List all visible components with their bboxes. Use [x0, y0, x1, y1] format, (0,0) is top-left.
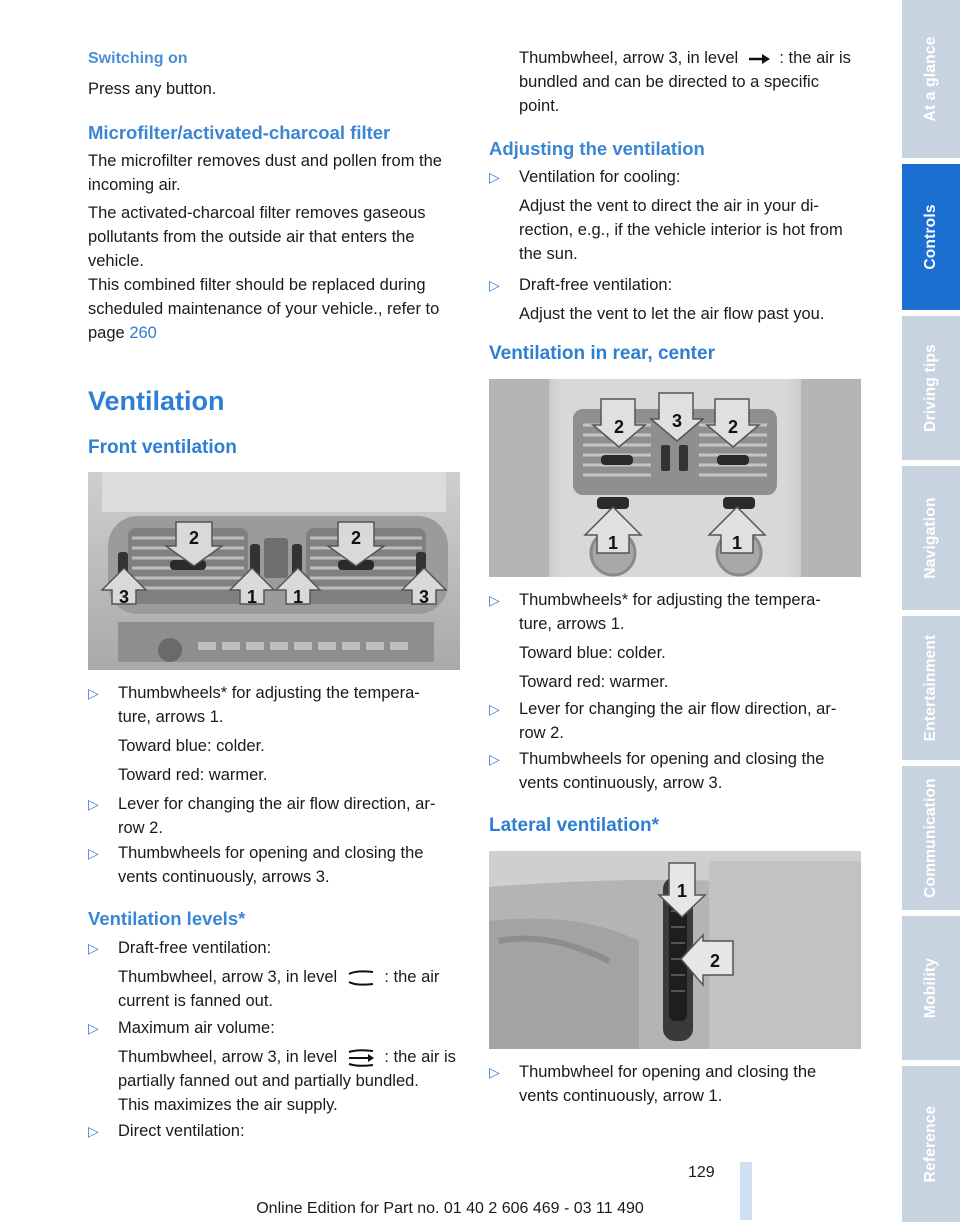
rear-bullet-0-line-0: Thumbwheels* for adjusting the tempera-: [519, 591, 821, 609]
ventilation-levels-heading: Ventilation levels*: [88, 908, 246, 929]
front-bullet-2-line-0: Thumbwheels for opening and closing the: [118, 844, 424, 862]
bullet-icon: ▷: [88, 1020, 99, 1036]
microfilter-heading: Microfilter/activated-charcoal filter: [88, 122, 391, 143]
microfilter-paragraph-3-text: This combined filter should be replaced during scheduled maintenance of your vehicle., refer to page: [88, 276, 440, 342]
level-bullet-1: [88, 1016, 460, 1116]
bullet-icon: ▷: [88, 685, 99, 701]
chapter-tabs: [902, 0, 960, 1222]
rear-bullet-1-line-0: Lever for changing the air flow direction, ar-: [519, 700, 837, 718]
bullet-icon: ▷: [489, 701, 500, 717]
front-label-3: 1: [246, 587, 258, 607]
page-number: 129: [688, 1164, 715, 1181]
microfilter-paragraph-1: The microfilter removes dust and pollen from the incoming air.: [88, 152, 442, 194]
tab-entertainment[interactable]: Entertainment: [902, 616, 960, 760]
level-0-cont-0: current is fanned out.: [118, 992, 274, 1010]
tab-communication[interactable]: Communication: [902, 766, 960, 910]
bullet-icon: ▷: [88, 796, 99, 812]
tab-reference[interactable]: Reference: [902, 1066, 960, 1222]
rear-bullet-0-sub-0: Toward blue: colder.: [519, 644, 666, 662]
adjusting-bullet-1: [489, 273, 861, 333]
level-1-cont-0: partially fanned out and partially bundled.: [118, 1072, 419, 1090]
front-label-0: 2: [188, 528, 200, 548]
rear-label-2: 2: [727, 417, 739, 437]
front-label-2: 3: [118, 587, 130, 607]
bullet-icon: ▷: [88, 845, 99, 861]
tab-mobility[interactable]: Mobility: [902, 916, 960, 1060]
direct-cont-1: point.: [519, 97, 560, 115]
level-1-line: Thumbwheel, arrow 3, in level : the air is: [118, 1048, 456, 1066]
adjusting-0-text-1: rection, e.g., if the vehicle interior is hot from: [519, 221, 843, 239]
rear-bullet-1-line-1: row 2.: [519, 724, 564, 742]
rear-bullet-1: [489, 697, 861, 747]
adjusting-0-label: Ventilation for cooling:: [519, 168, 681, 186]
front-bullet-2: [88, 841, 460, 891]
front-label-5: 3: [418, 587, 430, 607]
front-bullet-0-sub-0: Toward blue: colder.: [118, 737, 265, 755]
bullet-icon: ▷: [88, 1123, 99, 1139]
rear-bullet-0-sub-1: Toward red: warmer.: [519, 673, 669, 691]
adjusting-0-text-2: the sun.: [519, 245, 578, 263]
front-bullet-1-line-0: Lever for changing the air flow direction, ar-: [118, 795, 436, 813]
tab-navigation[interactable]: Navigation: [902, 466, 960, 610]
front-ventilation-heading: Front ventilation: [88, 437, 237, 458]
adjusting-bullet-0: [489, 165, 861, 265]
rear-label-4: 1: [731, 533, 743, 553]
front-bullet-0-line-1: ture, arrows 1.: [118, 708, 224, 726]
rear-bullet-2: [489, 747, 861, 797]
lateral-label-1: 2: [709, 951, 721, 971]
adjusting-ventilation-heading: Adjusting the ventilation: [489, 138, 705, 159]
tab-controls[interactable]: Controls: [902, 164, 960, 310]
maximum-volume-level-icon: [346, 1049, 376, 1067]
adjusting-0-text-0: Adjust the vent to direct the air in your di-: [519, 197, 819, 215]
microfilter-paragraph-2: The activated-charcoal filter removes gaseous pollutants from the outside air that enters the vehicle.: [88, 204, 426, 270]
direct-ventilation-text: [519, 46, 861, 118]
rear-label-0: 2: [613, 417, 625, 437]
lateral-bullet-0-line-1: vents continuously, arrow 1.: [519, 1087, 723, 1105]
tab-at-a-glance[interactable]: At a glance: [902, 0, 960, 158]
rear-bullet-0: [489, 588, 861, 708]
front-bullet-1-line-1: row 2.: [118, 819, 163, 837]
lateral-bullet-0-line-0: Thumbwheel for opening and closing the: [519, 1063, 817, 1081]
rear-ventilation-photo: [489, 379, 861, 577]
fanned-out-level-icon: [346, 970, 376, 986]
page-link-260[interactable]: 260: [129, 324, 157, 342]
level-bullet-2: [88, 1119, 460, 1149]
rear-label-1: 3: [671, 411, 683, 431]
rear-bullet-0-line-1: ture, arrows 1.: [519, 615, 625, 633]
front-bullet-2-line-1: vents continuously, arrows 3.: [118, 868, 330, 886]
front-bullet-1: [88, 792, 460, 842]
rear-bullet-2-line-1: vents continuously, arrow 3.: [519, 774, 723, 792]
level-0-line: Thumbwheel, arrow 3, in level : the air: [118, 968, 440, 986]
lateral-ventilation-heading: Lateral ventilation*: [489, 815, 659, 836]
level-0-label: Draft-free ventilation:: [118, 939, 272, 957]
lateral-bullet-0: [489, 1060, 861, 1110]
front-ventilation-photo: [88, 472, 460, 670]
tab-driving-tips[interactable]: Driving tips: [902, 316, 960, 460]
bullet-icon: ▷: [489, 592, 500, 608]
switching-on-text: Press any button.: [88, 80, 217, 98]
rear-label-3: 1: [607, 533, 619, 553]
level-bullet-0: [88, 936, 460, 1016]
bullet-icon: ▷: [489, 277, 500, 293]
bullet-icon: ▷: [489, 169, 500, 185]
level-2-label: Direct ventilation:: [118, 1122, 245, 1140]
bundled-level-icon: [747, 52, 771, 66]
adjusting-1-label: Draft-free ventilation:: [519, 276, 673, 294]
footer-edition-text: Online Edition for Part no. 01 40 2 606 469 - 03 11 490: [256, 1200, 644, 1217]
direct-line: Thumbwheel, arrow 3, in level : the air is: [519, 49, 851, 67]
level-1-label: Maximum air volume:: [118, 1019, 275, 1037]
bullet-icon: ▷: [489, 751, 500, 767]
microfilter-paragraph-3: [88, 273, 460, 345]
front-bullet-0-line-0: Thumbwheels* for adjusting the tempera-: [118, 684, 420, 702]
front-label-4: 1: [292, 587, 304, 607]
lateral-label-0: 1: [676, 881, 688, 901]
rear-ventilation-heading: Ventilation in rear, center: [489, 343, 715, 364]
bullet-icon: ▷: [489, 1064, 500, 1080]
front-bullet-0-sub-1: Toward red: warmer.: [118, 766, 268, 784]
level-1-cont-1: This maximizes the air supply.: [118, 1096, 338, 1114]
switching-on-heading: Switching on: [88, 50, 188, 67]
adjusting-1-text-0: Adjust the vent to let the air flow past you.: [519, 305, 825, 323]
rear-bullet-2-line-0: Thumbwheels for opening and closing the: [519, 750, 825, 768]
lateral-ventilation-photo: [489, 851, 861, 1049]
front-label-1: 2: [350, 528, 362, 548]
front-bullet-0: [88, 681, 460, 801]
direct-cont-0: bundled and can be directed to a specific: [519, 73, 819, 91]
ventilation-heading: Ventilation: [88, 386, 225, 416]
bullet-icon: ▷: [88, 940, 99, 956]
